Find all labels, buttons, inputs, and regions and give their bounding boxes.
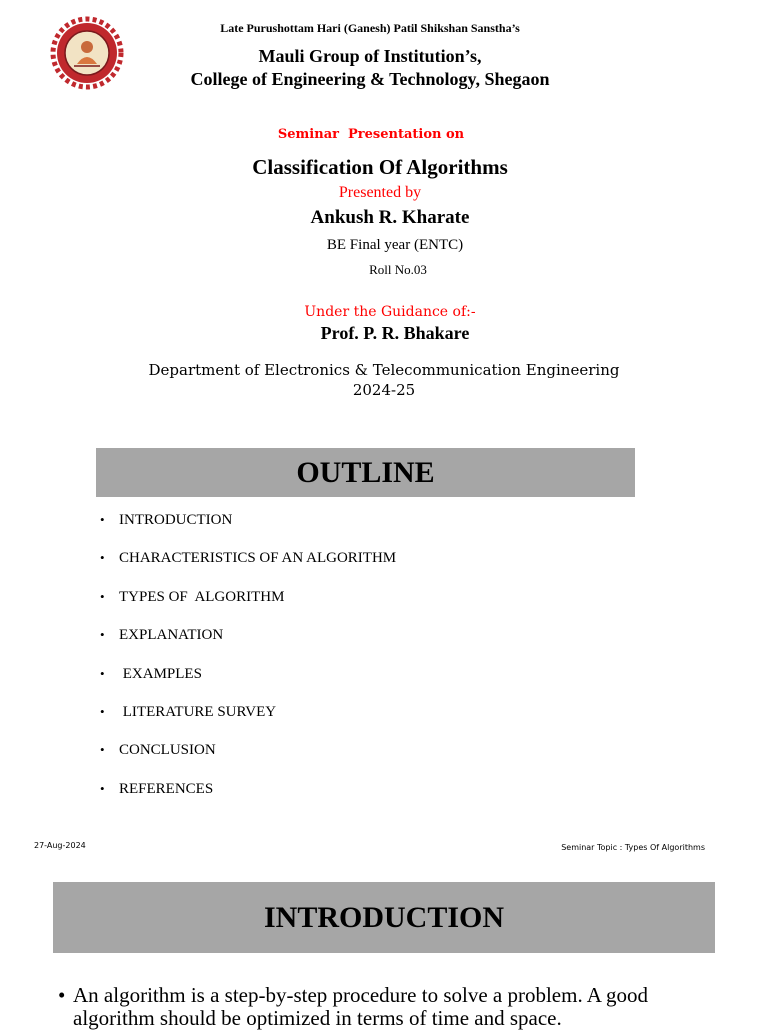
outline-list	[100, 510, 396, 817]
bullet: •	[100, 512, 105, 527]
guidance-label: Under the Guidance of:-	[304, 304, 476, 320]
list-item: • TYPES OF ALGORITHM	[100, 588, 285, 605]
session-year: 2024-25	[352, 381, 416, 399]
bullet: •	[100, 550, 105, 566]
introduction-text: An algorithm is a step-by-step procedure to solve a problem. A good algorithm should be optimized in terms of time and space.	[73, 983, 649, 1030]
bullet: •	[100, 742, 105, 758]
author-roll: Roll No.03	[369, 262, 427, 277]
department-block	[100, 360, 668, 400]
bullet: •	[100, 627, 105, 643]
list-item: • EXAMPLES	[100, 665, 202, 682]
outline-heading: OUTLINE	[96, 448, 635, 497]
bullet: •	[100, 665, 105, 681]
bullet: •	[100, 780, 105, 796]
college-emblem-icon	[50, 16, 124, 90]
guide-name: Prof. P. R. Bhakare	[320, 323, 470, 343]
presented-by-label: Presented by	[338, 184, 422, 201]
institution-name: Mauli Group of Institution’s,	[258, 46, 482, 66]
seminar-topic: Classification Of Algorithms	[252, 155, 508, 179]
seminar-label: Seminar Presentation on	[277, 127, 465, 142]
bullet: •	[58, 983, 66, 1007]
bullet: •	[100, 588, 105, 604]
department-name: Department of Electronics & Telecommunication Engineering	[148, 361, 620, 379]
college-name: College of Engineering & Technology, Shegaon	[190, 69, 550, 89]
author-year: BE Final year (ENTC)	[326, 237, 464, 253]
introduction-paragraph	[58, 984, 718, 1030]
list-item: • CHARACTERISTICS OF AN ALGORITHM	[100, 550, 397, 567]
list-item: • CONCLUSION	[100, 742, 216, 759]
footer-topic: Seminar Topic : Types Of Algorithms	[561, 843, 705, 852]
list-item: • INTRODUCTION	[100, 512, 233, 528]
list-item: • LITERATURE SURVEY	[100, 703, 277, 720]
list-item: • REFERENCES	[100, 780, 214, 797]
bullet: •	[100, 703, 105, 719]
trust-name: Late Purushottam Hari (Ganesh) Patil Shikshan Sanstha’s	[220, 21, 520, 35]
list-item: • EXPLANATION	[100, 627, 224, 644]
author-name: Ankush R. Kharate	[310, 207, 470, 228]
introduction-heading: INTRODUCTION	[53, 882, 715, 953]
footer-date: 27-Aug-2024	[34, 841, 86, 850]
